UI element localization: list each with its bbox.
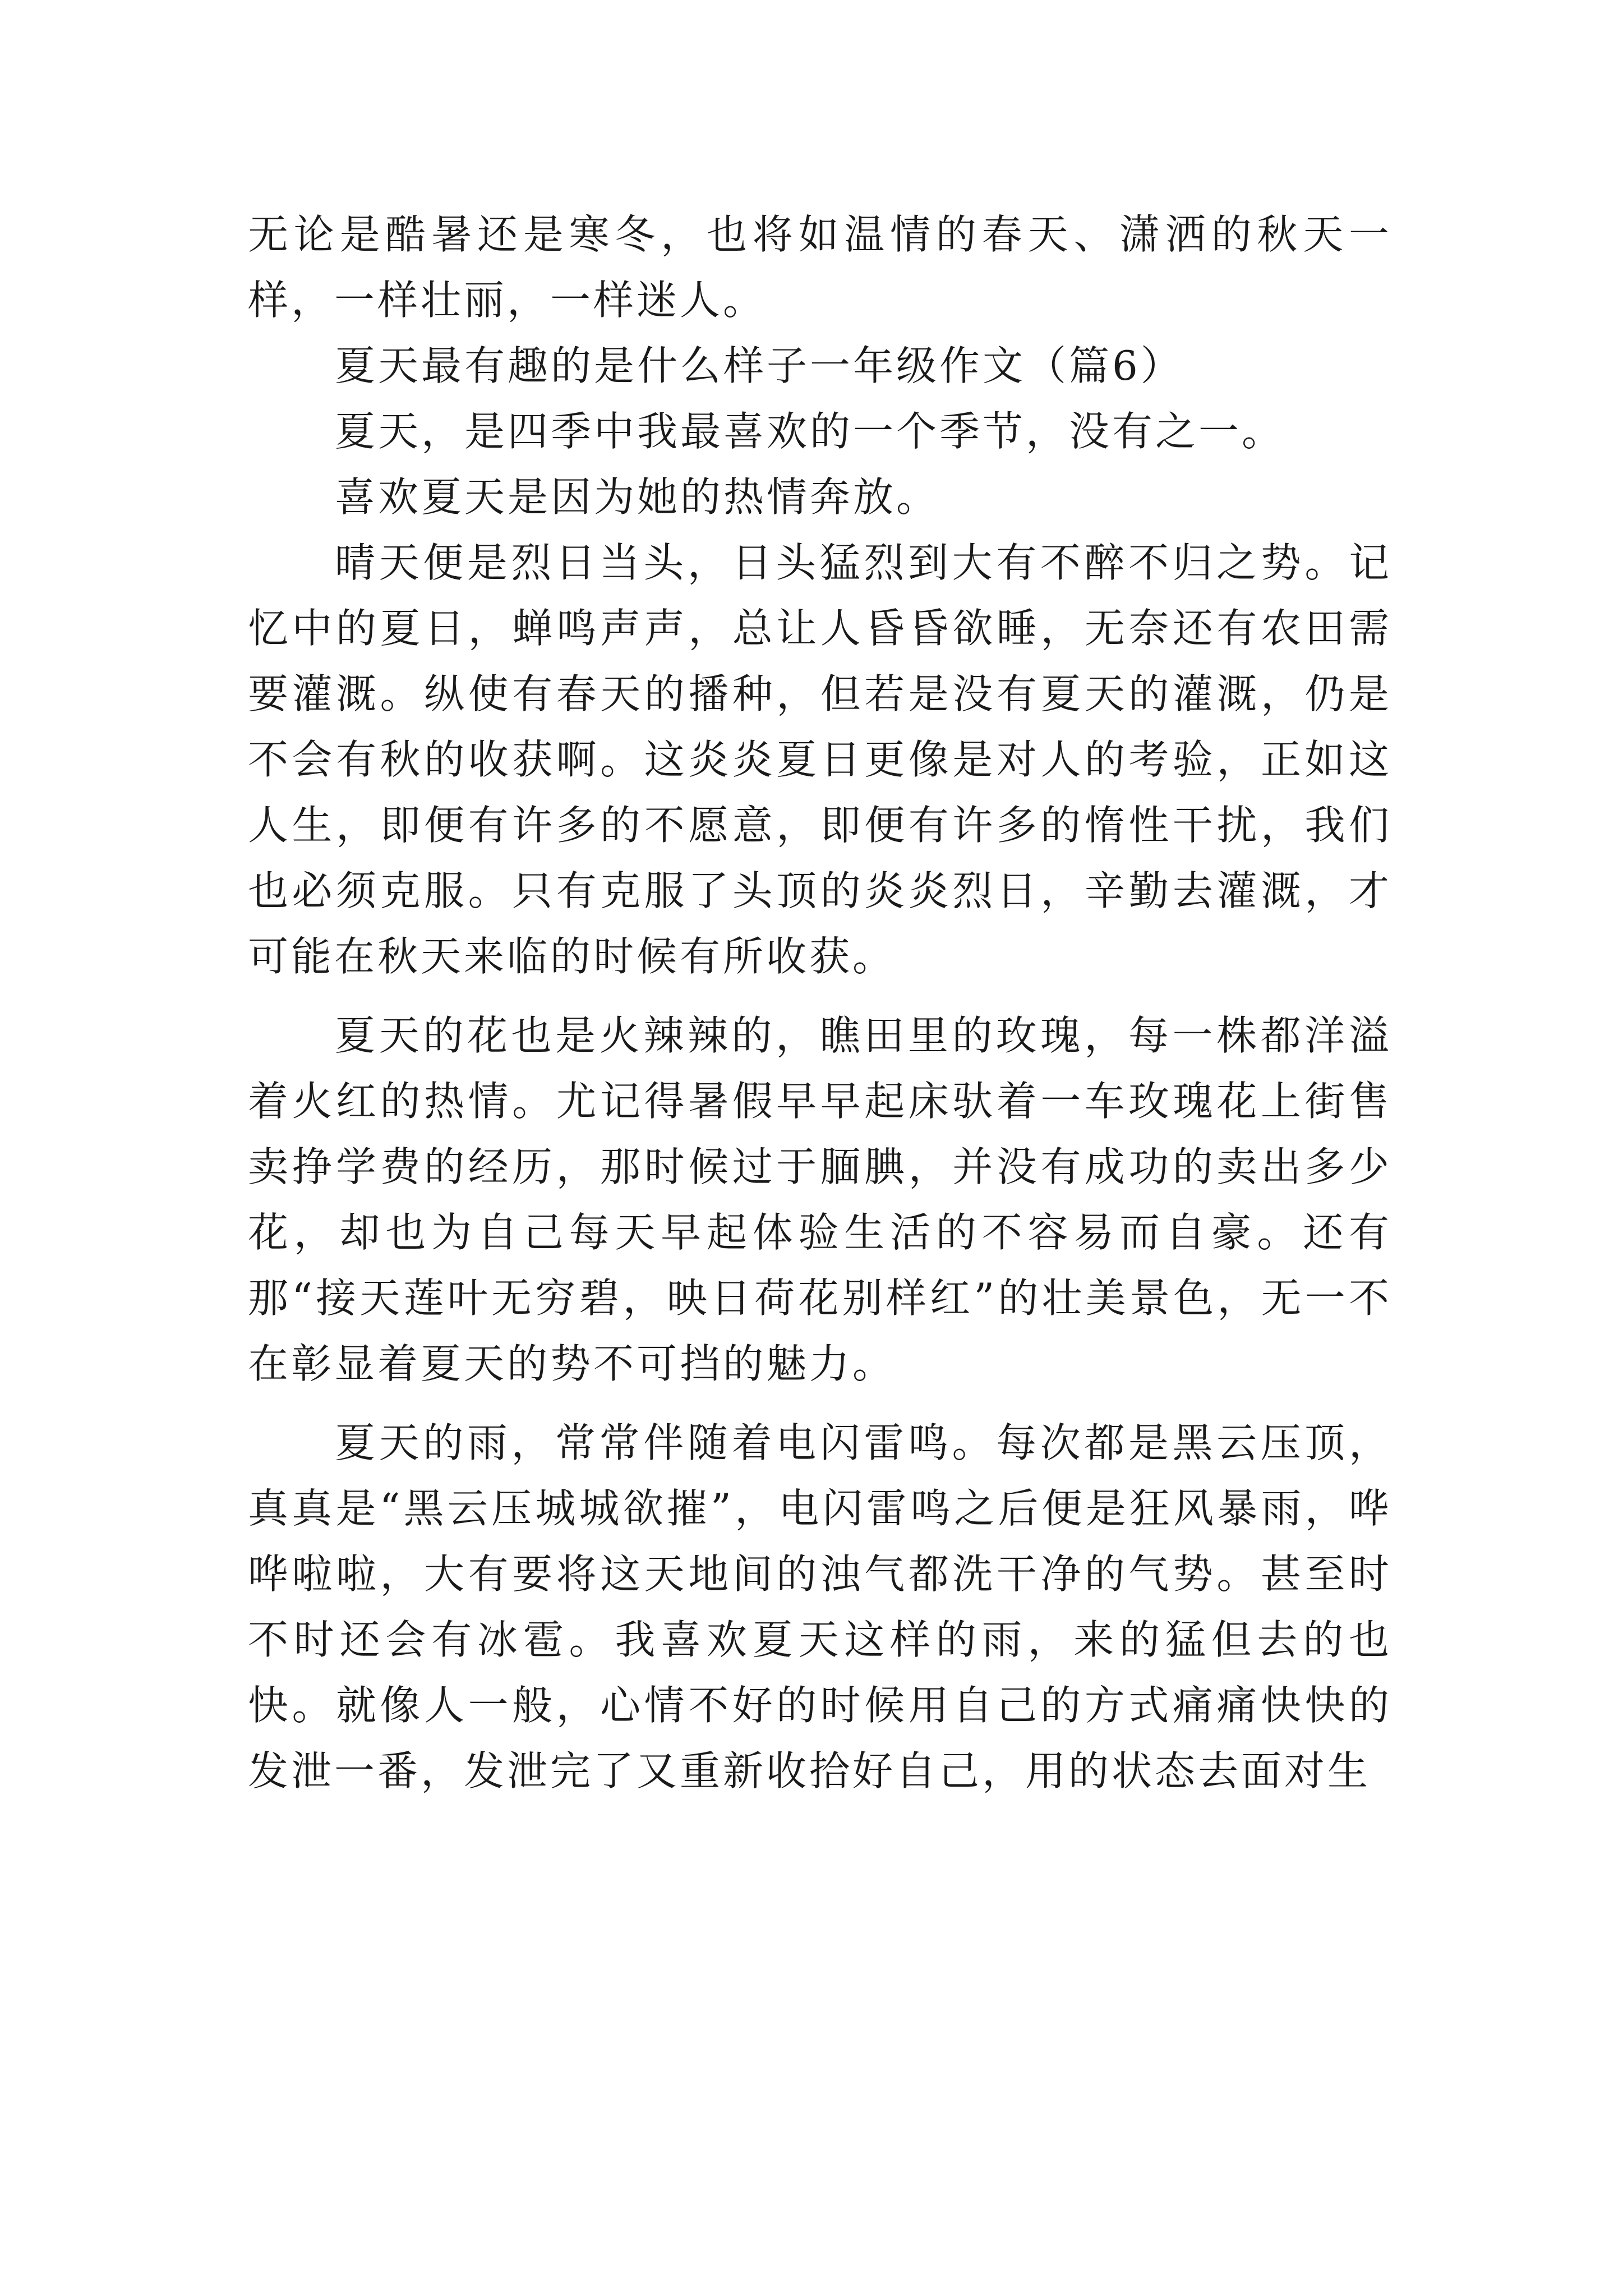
paragraph: 夏天的雨，常常伴随着电闪雷鸣。每次都是黑云压顶，真真是“黑云压城城欲摧”，电闪雷鸣之后便是狂风暴雨，哗哗啦啦，大有要将这天地间的浊气都洗干净的气势。甚至时不时还会有冰雹。我喜欢夏天这样的雨，来的猛但去的也快。就像人一般，心情不好的时候用自己的方式痛痛快快的发泄一番，发泄完了又重新收拾好自己，用的状态去面对生 <box>248 1419 1392 1795</box>
section-title: 夏天最有趣的是什么样子一年级作文（篇6） <box>335 342 1184 389</box>
document-body <box>248 202 1392 1804</box>
paragraph: 夏天的花也是火辣辣的，瞧田里的玫瑰，每一株都洋溢着火红的热情。尤记得暑假早早起床驮着一车玫瑰花上街售卖挣学费的经历，那时候过于腼腆，并没有成功的卖出多少花，却也为自己每天早起体验生活的不容易而自豪。还有那“接天莲叶无穷碧，映日荷花别样红”的壮美景色，无一不在彰显着夏天的势不可挡的魅力。 <box>248 1012 1392 1387</box>
paragraph: 晴天便是烈日当头，日头猛烈到大有不醉不归之势。记忆中的夏日，蝉鸣声声，总让人昏昏欲睡，无奈还有农田需要灌溉。纵使有春天的播种，但若是没有夏天的灌溉，仍是不会有秋的收获啊。这炎炎夏日更像是对人的考验，正如这人生，即便有许多的不愿意，即便有许多的惰性干扰，我们也必须克服。只有克服了头顶的炎炎烈日，辛勤去灌溉，才可能在秋天来临的时候有所收获。 <box>248 539 1392 980</box>
paragraph: 夏天，是四季中我最喜欢的一个季节，没有之一。 <box>335 408 1285 455</box>
paragraph-continuation: 无论是酷暑还是寒冬，也将如温情的春天、潇洒的秋天一样，一样壮丽，一样迷人。 <box>248 211 1392 324</box>
paragraph: 喜欢夏天是因为她的热情奔放。 <box>335 473 940 521</box>
